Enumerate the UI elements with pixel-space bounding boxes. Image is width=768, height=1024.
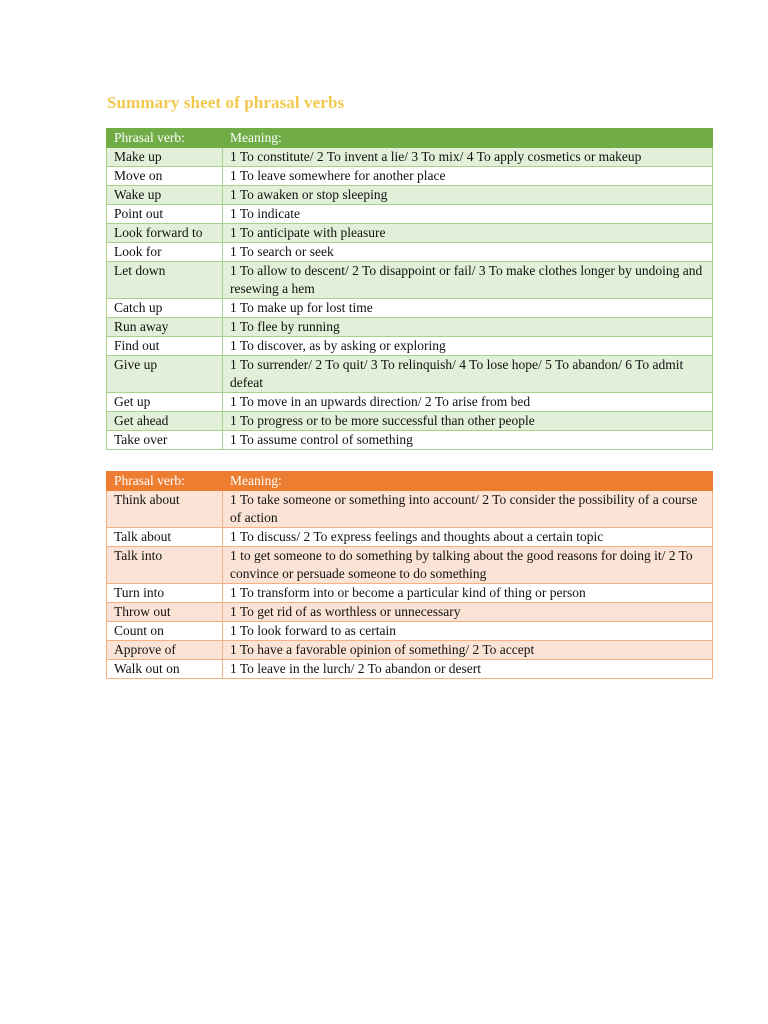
page-title: Summary sheet of phrasal verbs <box>107 93 345 112</box>
table-row <box>107 224 713 243</box>
table-row <box>107 337 713 356</box>
meaning-cell: 1 To indicate <box>223 205 713 224</box>
table-row <box>107 243 713 262</box>
table-row <box>107 167 713 186</box>
table-row <box>107 603 713 622</box>
table-row <box>107 584 713 603</box>
meaning-cell: 1 To awaken or stop sleeping <box>223 186 713 205</box>
meaning-cell: 1 To transform into or become a particular kind of thing or person <box>223 584 713 603</box>
verb-cell: Look for <box>107 243 223 262</box>
meaning-cell: 1 To progress or to be more successful than other people <box>223 412 713 431</box>
table-row <box>107 660 713 679</box>
table-row <box>107 431 713 450</box>
table-row <box>107 318 713 337</box>
verb-cell: Point out <box>107 205 223 224</box>
meaning-cell: 1 To surrender/ 2 To quit/ 3 To relinquish/ 4 To lose hope/ 5 To abandon/ 6 To admit defeat <box>223 356 713 393</box>
verb-cell: Catch up <box>107 299 223 318</box>
meaning-cell: 1 To search or seek <box>223 243 713 262</box>
table-row <box>107 393 713 412</box>
meaning-cell: 1 To flee by running <box>223 318 713 337</box>
header-phrasal-verb: Phrasal verb: <box>107 129 223 148</box>
verb-cell: Look forward to <box>107 224 223 243</box>
meaning-cell: 1 To leave in the lurch/ 2 To abandon or desert <box>223 660 713 679</box>
meaning-cell: 1 To discuss/ 2 To express feelings and thoughts about a certain topic <box>223 528 713 547</box>
table-row <box>107 547 713 584</box>
table-row <box>107 299 713 318</box>
verb-cell: Count on <box>107 622 223 641</box>
verb-cell: Move on <box>107 167 223 186</box>
verb-cell: Get ahead <box>107 412 223 431</box>
table-row <box>107 412 713 431</box>
meaning-cell: 1 To allow to descent/ 2 To disappoint or fail/ 3 To make clothes longer by undoing and resewing a hem <box>223 262 713 299</box>
verb-cell: Give up <box>107 356 223 393</box>
meaning-cell: 1 To move in an upwards direction/ 2 To arise from bed <box>223 393 713 412</box>
verb-cell: Make up <box>107 148 223 167</box>
phrasal-verbs-table-orange <box>106 471 713 679</box>
table-row <box>107 641 713 660</box>
table-row <box>107 528 713 547</box>
verb-cell: Walk out on <box>107 660 223 679</box>
header-meaning: Meaning: <box>223 129 713 148</box>
verb-cell: Talk into <box>107 547 223 584</box>
header-phrasal-verb: Phrasal verb: <box>107 472 223 491</box>
meaning-cell: 1 To anticipate with pleasure <box>223 224 713 243</box>
table-header-row <box>107 129 713 148</box>
meaning-cell: 1 to get someone to do something by talking about the good reasons for doing it/ 2 To convince or persuade someone to do something <box>223 547 713 584</box>
verb-cell: Throw out <box>107 603 223 622</box>
meaning-cell: 1 To have a favorable opinion of something/ 2 To accept <box>223 641 713 660</box>
table-row <box>107 186 713 205</box>
meaning-cell: 1 To assume control of something <box>223 431 713 450</box>
verb-cell: Let down <box>107 262 223 299</box>
verb-cell: Talk about <box>107 528 223 547</box>
meaning-cell: 1 To look forward to as certain <box>223 622 713 641</box>
verb-cell: Get up <box>107 393 223 412</box>
table-row <box>107 491 713 528</box>
verb-cell: Run away <box>107 318 223 337</box>
meaning-cell: 1 To constitute/ 2 To invent a lie/ 3 To mix/ 4 To apply cosmetics or makeup <box>223 148 713 167</box>
verb-cell: Turn into <box>107 584 223 603</box>
table-row <box>107 148 713 167</box>
table-row <box>107 622 713 641</box>
table-row <box>107 356 713 393</box>
meaning-cell: 1 To get rid of as worthless or unnecessary <box>223 603 713 622</box>
phrasal-verbs-table-green <box>106 128 713 450</box>
meaning-cell: 1 To leave somewhere for another place <box>223 167 713 186</box>
meaning-cell: 1 To discover, as by asking or exploring <box>223 337 713 356</box>
meaning-cell: 1 To make up for lost time <box>223 299 713 318</box>
verb-cell: Wake up <box>107 186 223 205</box>
header-meaning: Meaning: <box>223 472 713 491</box>
table-row <box>107 205 713 224</box>
table-row <box>107 262 713 299</box>
table-header-row <box>107 472 713 491</box>
meaning-cell: 1 To take someone or something into account/ 2 To consider the possibility of a course of action <box>223 491 713 528</box>
verb-cell: Think about <box>107 491 223 528</box>
verb-cell: Take over <box>107 431 223 450</box>
verb-cell: Approve of <box>107 641 223 660</box>
verb-cell: Find out <box>107 337 223 356</box>
